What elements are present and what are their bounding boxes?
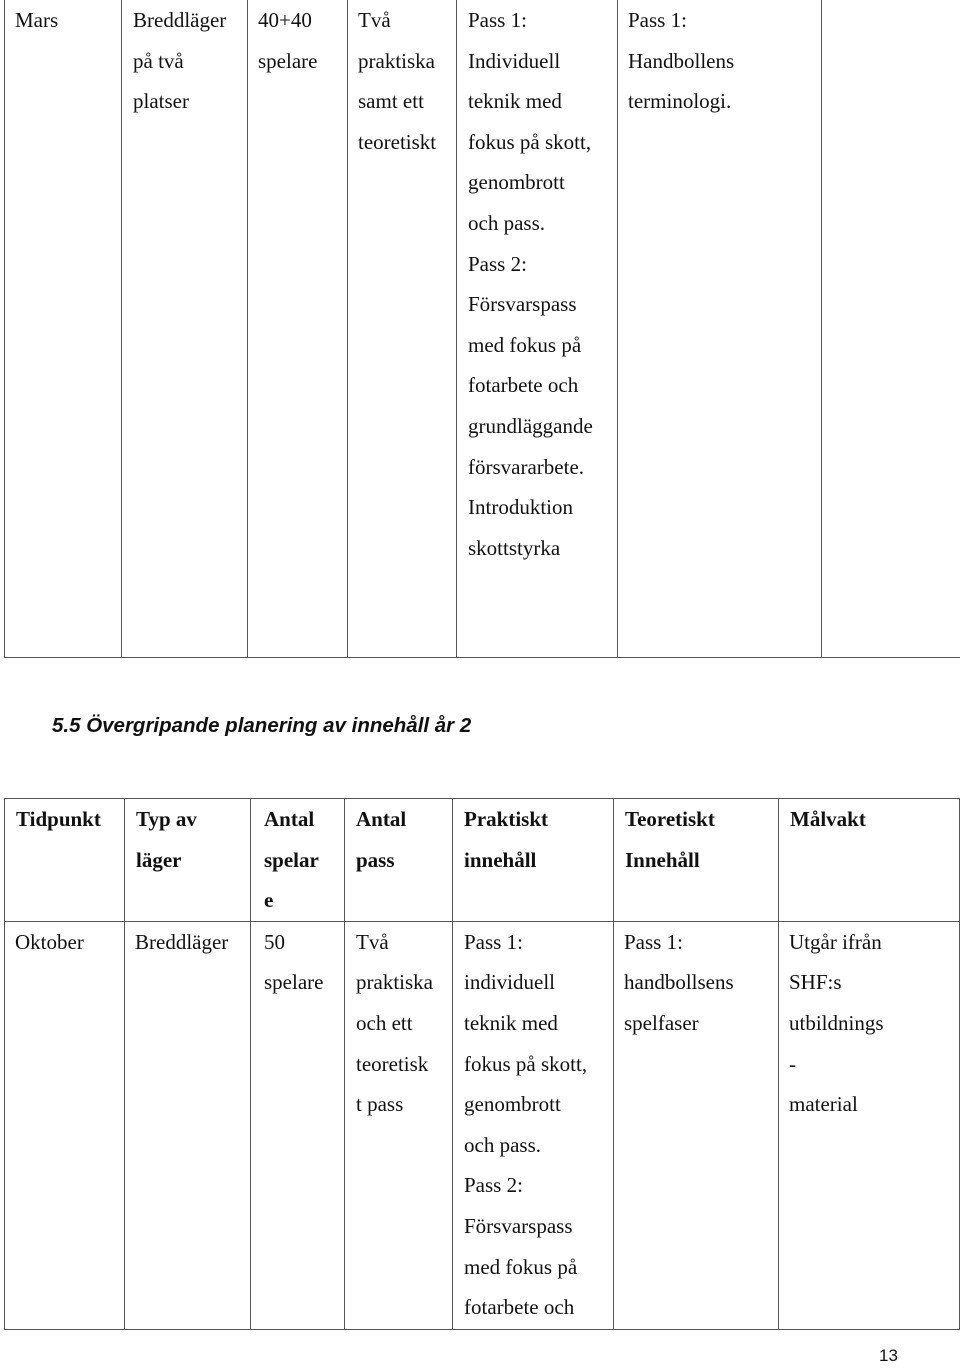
table-cell xyxy=(345,921,453,1329)
cell-typ-av-lager: Breddläger på två platser xyxy=(133,8,227,114)
table-header-cell xyxy=(779,799,960,922)
header-typ-av-lager: Typ av läger xyxy=(136,807,197,872)
header-praktiskt-innehall: Praktiskt innehåll xyxy=(464,807,548,872)
table-header-cell xyxy=(614,799,779,922)
table-cell xyxy=(779,921,960,1329)
cell-tidpunkt: Oktober xyxy=(15,929,84,954)
header-antal-spelare: Antal spelar e xyxy=(264,807,319,913)
header-teoretiskt-innehall: Teoretiskt Innehåll xyxy=(625,807,715,872)
header-malvakt: Målvakt xyxy=(790,807,866,831)
table-cell xyxy=(614,921,779,1329)
table-header-row xyxy=(5,799,960,922)
table-row xyxy=(5,921,960,1329)
cell-teoretiskt-innehall: Pass 1: handbollsens spelfaser xyxy=(624,929,734,1035)
table-cell xyxy=(348,0,457,658)
table-header-cell xyxy=(125,799,251,922)
table-cell xyxy=(822,0,960,658)
schedule-table-year-1-continued xyxy=(4,0,960,658)
table-cell xyxy=(5,0,122,658)
table-cell xyxy=(5,921,125,1329)
table-cell xyxy=(122,0,248,658)
page-number: 13 xyxy=(879,1346,898,1365)
cell-praktiskt-innehall: Pass 1: individuell teknik med fokus på skott, genombrott och pass. Pass 2: Försvarspass med fokus på fotarbete och xyxy=(464,929,588,1320)
table-cell xyxy=(251,921,345,1329)
cell-antal-pass: Två praktiska och ett teoretisk t pass xyxy=(356,929,433,1117)
cell-tidpunkt: Mars xyxy=(15,8,59,32)
table-header-cell xyxy=(251,799,345,922)
table-header-cell xyxy=(345,799,453,922)
section-heading: 5.5 Övergripande planering av innehåll år 2 xyxy=(52,714,472,737)
table-cell xyxy=(453,921,614,1329)
cell-malvakt: Utgår ifrån SHF:s utbildnings - material xyxy=(789,929,884,1117)
cell-antal-spelare: 50 spelare xyxy=(264,929,324,995)
cell-antal-spelare: 40+40 spelare xyxy=(258,8,318,73)
header-tidpunkt: Tidpunkt xyxy=(16,807,101,831)
cell-teoretiskt-innehall: Pass 1: Handbollens terminologi. xyxy=(628,8,735,114)
schedule-table-year-2 xyxy=(4,798,960,1330)
table-cell xyxy=(618,0,822,658)
table-cell xyxy=(457,0,618,658)
cell-typ-av-lager: Breddläger xyxy=(135,929,229,954)
table-cell xyxy=(248,0,348,658)
table-header-cell xyxy=(5,799,125,922)
header-antal-pass: Antal pass xyxy=(356,807,407,872)
table-header-cell xyxy=(453,799,614,922)
cell-praktiskt-innehall: Pass 1: Individuell teknik med fokus på skott, genombrott och pass. Pass 2: Försvarspass med fokus på fotarbete och grundläggande försvararbete. Introduktion skottstyrka xyxy=(468,8,593,560)
table-cell xyxy=(125,921,251,1329)
cell-antal-pass: Två praktiska samt ett teoretiskt xyxy=(358,8,437,154)
table-row xyxy=(5,0,960,658)
